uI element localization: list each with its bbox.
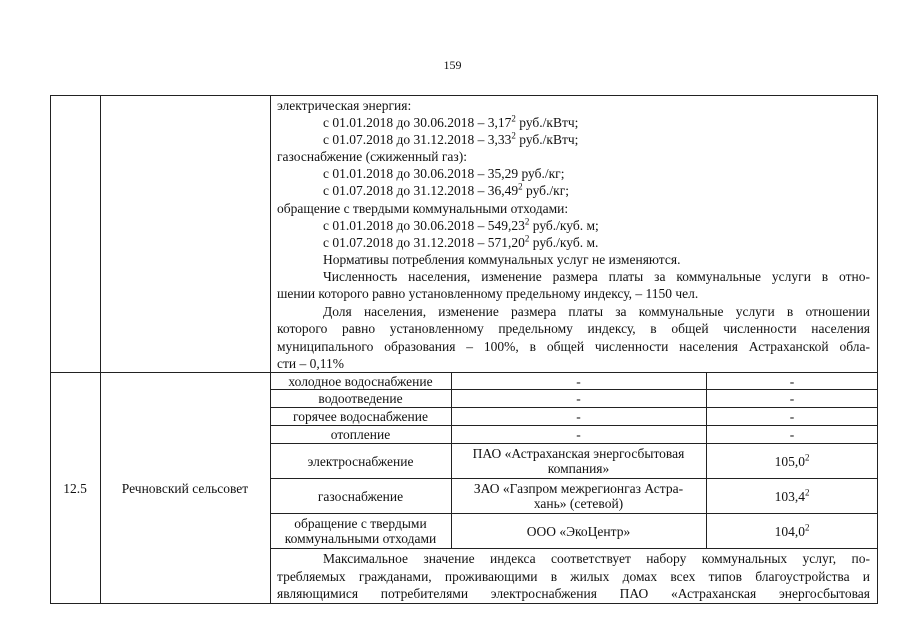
paragraph-line: Численность населения, изменение размера платы за коммунальные услуги в отно- [323,269,870,284]
service-name: отопление [330,427,391,442]
row-divider-7 [270,548,878,549]
service-org: ООО «ЭкоЦентр» [526,523,631,539]
service-name: водоотведение [318,391,403,406]
paragraph-line: сти – 0,11% [277,356,344,371]
service-line: обращение с твердыми [294,516,427,531]
paragraph-line: шении которого равно установленному предельному индексу, – 1150 чел. [277,286,699,301]
service-org [451,479,706,513]
service-org: - [576,373,581,389]
service-org [451,444,706,478]
tariff-line: с 01.01.2018 до 30.06.2018 – 35,29 руб./кг; [323,166,565,181]
paragraph-line: которого равно установленному предельному индексу, в общей численности населения [277,321,870,336]
service-index: - [789,409,795,424]
tariff-line: с 01.07.2018 до 31.12.2018 – 571,20$^2$ руб./куб. м. [323,233,599,250]
org-line: компания» [547,461,610,476]
org-line: ЗАО «Газпром межрегионгаз Астра- [473,481,684,496]
row-number: 12.5 [63,480,87,496]
norms-line: Нормативы потребления коммунальных услуг не изменяются. [323,252,681,267]
paragraph-line: требляемых гражданами, проживающими в жилых домах всех типов благоустройства и [277,569,870,584]
service-org: - [576,391,581,406]
service-line: коммунальными отходами [284,531,437,546]
tariff-line: газоснабжение (сжиженный газ): [277,149,467,164]
tariff-line: с 01.07.2018 до 31.12.2018 – 3,33$^2$ руб./кВтч; [323,130,579,147]
tariff-line: с 01.01.2018 до 30.06.2018 – 549,23$^2$ руб./куб. м; [323,216,599,233]
org-line: хань» (сетевой) [533,496,624,511]
municipality-name: Речновский сельсовет [121,480,249,496]
tariff-line: электрическая энергия: [277,98,412,113]
paragraph-line: являющимися потребителями электроснабжения ПАО «Астраханская энергосбытовая [277,586,870,601]
service-index: - [789,391,795,406]
service-index: 105,0$^2$ [774,452,810,469]
service-org: - [576,427,581,442]
service-index: 103,4$^2$ [774,487,810,504]
service-name: горячее водоснабжение [293,409,428,424]
page-number: 159 [443,58,462,72]
service-name: холодное водоснабжение [288,373,433,389]
service-index: - [789,373,795,389]
service-org: - [576,409,581,424]
tariff-line: обращение с твердыми коммунальными отходами: [277,201,569,216]
service-name: газоснабжение [317,488,404,504]
paragraph-line: Максимальное значение индекса соответствует набору коммунальных услуг, по- [323,551,870,566]
service-name [270,514,451,548]
paragraph-line: Доля населения, изменение размера платы за коммунальные услуги в отношении [323,304,870,319]
tariff-line: с 01.07.2018 до 31.12.2018 – 36,49$^2$ руб./кг; [323,181,569,198]
tariff-line: с 01.01.2018 до 30.06.2018 – 3,17$^2$ руб./кВтч; [323,113,579,130]
service-index: - [789,427,795,442]
paragraph-line: муниципального образования – 100%, в общей численности населения Астраханской обла- [277,339,870,354]
service-index: 104,0$^2$ [774,522,810,539]
org-line: ПАО «Астраханская энергосбытовая [472,446,685,461]
service-name: электроснабжение [307,453,414,469]
